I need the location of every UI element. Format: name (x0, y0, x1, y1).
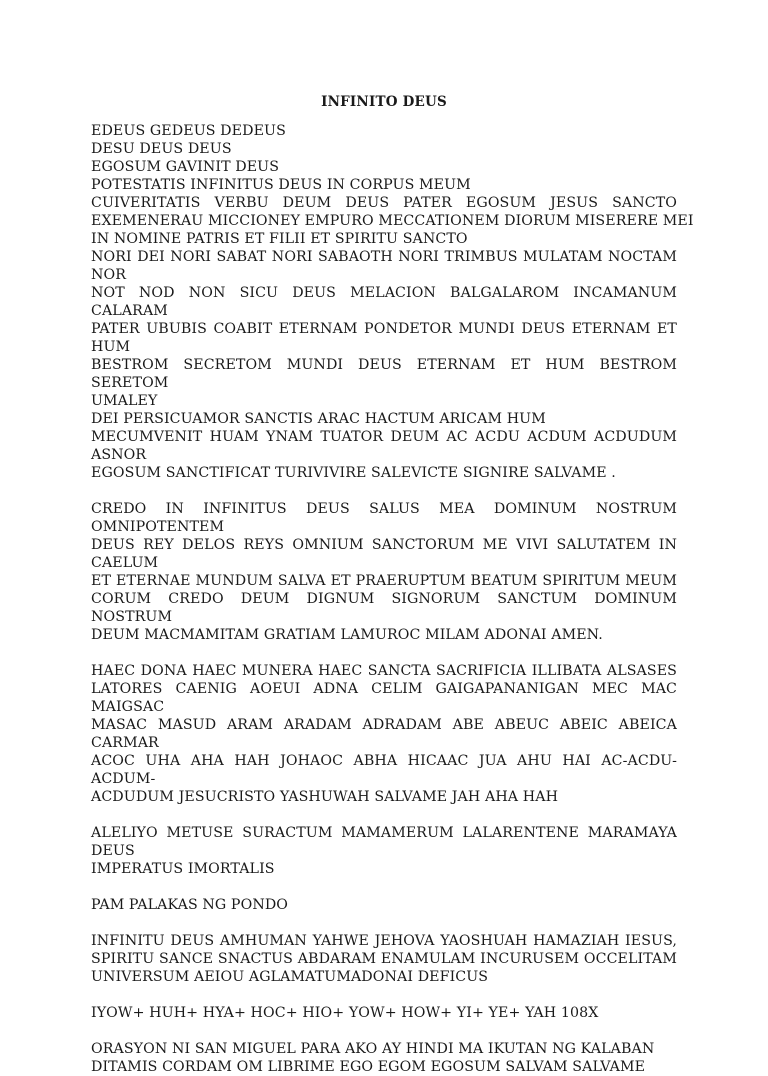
document-body (91, 122, 694, 1076)
text-line: ALELIYO METUSE SURACTUM MAMAMERUM LALARENTENE MARAMAYA DEUS (91, 825, 677, 859)
text-line: LATORES CAENIG AOEUI ADNA CELIM GAIGAPANANIGAN MEC MAC MAIGSAC (91, 681, 677, 715)
text-line: EGOSUM SANCTIFICAT TURIVIVIRE SALEVICTE SIGNIRE SALVAME . (91, 465, 616, 481)
text-line: CUIVERITATIS VERBU DEUM DEUS PATER EGOSUM JESUS SANCTO (91, 195, 677, 211)
text-line: CREDO IN INFINITUS DEUS SALUS MEA DOMINUM NOSTRUM OMNIPOTENTEM (91, 501, 677, 535)
paragraph (91, 1040, 677, 1076)
text-line: IMPERATUS IMORTALIS (91, 861, 275, 877)
paragraph-spacer (91, 806, 677, 824)
paragraph (91, 1004, 677, 1022)
paragraph (91, 122, 694, 482)
text-line: MASAC MASUD ARAM ARADAM ADRADAM ABE ABEUC ABEIC ABEICA CARMAR (91, 717, 677, 751)
text-line: IYOW+ HUH+ HYA+ HOC+ HIO+ YOW+ HOW+ YI+ YE+ YAH 108X (91, 1005, 599, 1021)
text-line: POTESTATIS INFINITUS DEUS IN CORPUS MEUM (91, 177, 471, 193)
text-line: PATER UBUBIS COABIT ETERNAM PONDETOR MUNDI DEUS ETERNAM ET HUM (91, 321, 677, 355)
text-line: PAM PALAKAS NG PONDO (91, 897, 289, 913)
paragraph (91, 932, 677, 986)
paragraph-spacer (91, 878, 677, 896)
paragraph (91, 824, 677, 878)
text-line: UMALEY (91, 393, 158, 409)
text-line: IN NOMINE PATRIS ET FILII ET SPIRITU SANCTO (91, 231, 468, 247)
paragraph (91, 896, 677, 914)
text-line: CORUM CREDO DEUM DIGNUM SIGNORUM SANCTUM DOMINUM NOSTRUM (91, 591, 677, 625)
document-page (91, 93, 694, 1076)
paragraph-spacer (91, 986, 677, 1004)
text-line: DEUM MACMAMITAM GRATIAM LAMUROC MILAM ADONAI AMEN. (91, 627, 603, 643)
text-line: INFINITU DEUS AMHUMAN YAHWE JEHOVA YAOSHUAH HAMAZIAH IESUS, (91, 933, 677, 949)
text-line: EXEMENERAU MICCIONEY EMPURO MECCATIONEM DIORUM MISERERE MEI (91, 213, 694, 229)
text-line: MECUMVENIT HUAM YNAM TUATOR DEUM AC ACDU ACDUM ACDUDUM ASNOR (91, 429, 677, 463)
text-line: ORASYON NI SAN MIGUEL PARA AKO AY HINDI MA IKUTAN NG KALABAN (91, 1041, 655, 1057)
text-line: BESTROM SECRETOM MUNDI DEUS ETERNAM ET HUM BESTROM SERETOM (91, 357, 677, 391)
text-line: UNIVERSUM AEIOU AGLAMATUMADONAI DEFICUS (91, 969, 489, 985)
text-line: DESU DEUS DEUS (91, 141, 232, 157)
text-line: HAEC DONA HAEC MUNERA HAEC SANCTA SACRIFICIA ILLIBATA ALSASES (91, 663, 677, 679)
paragraph-spacer (91, 1022, 677, 1040)
paragraph (91, 662, 677, 806)
text-line: DITAMIS CORDAM OM LIBRIME EGO EGOM EGOSUM SALVAM SALVAME (91, 1059, 646, 1075)
text-line: ACDUDUM JESUCRISTO YASHUWAH SALVAME JAH AHA HAH (91, 789, 559, 805)
text-line: NORI DEI NORI SABAT NORI SABAOTH NORI TRIMBUS MULATAM NOCTAM NOR (91, 249, 677, 283)
text-line: NOT NOD NON SICU DEUS MELACION BALGALAROM INCAMANUM CALARAM (91, 285, 677, 319)
text-line: ET ETERNAE MUNDUM SALVA ET PRAERUPTUM BEATUM SPIRITUM MEUM (91, 573, 677, 589)
text-line: SPIRITU SANCE SNACTUS ABDARAM ENAMULAM INCURUSEM OCCELITAM (91, 951, 677, 967)
text-line: ACOC UHA AHA HAH JOHAOC ABHA HICAAC JUA AHU HAI AC-ACDU- ACDUM- (91, 753, 677, 787)
paragraph-spacer (91, 914, 677, 932)
paragraph (91, 500, 677, 644)
text-line: DEUS REY DELOS REYS OMNIUM SANCTORUM ME VIVI SALUTATEM IN CAELUM (91, 537, 677, 571)
text-line: EDEUS GEDEUS DEDEUS (91, 123, 286, 139)
paragraph-spacer (91, 644, 677, 662)
document-title: INFINITO DEUS (321, 94, 447, 110)
paragraph-spacer (91, 482, 677, 500)
text-line: EGOSUM GAVINIT DEUS (91, 159, 280, 175)
text-line: DEI PERSICUAMOR SANCTIS ARAC HACTUM ARICAM HUM (91, 411, 546, 427)
